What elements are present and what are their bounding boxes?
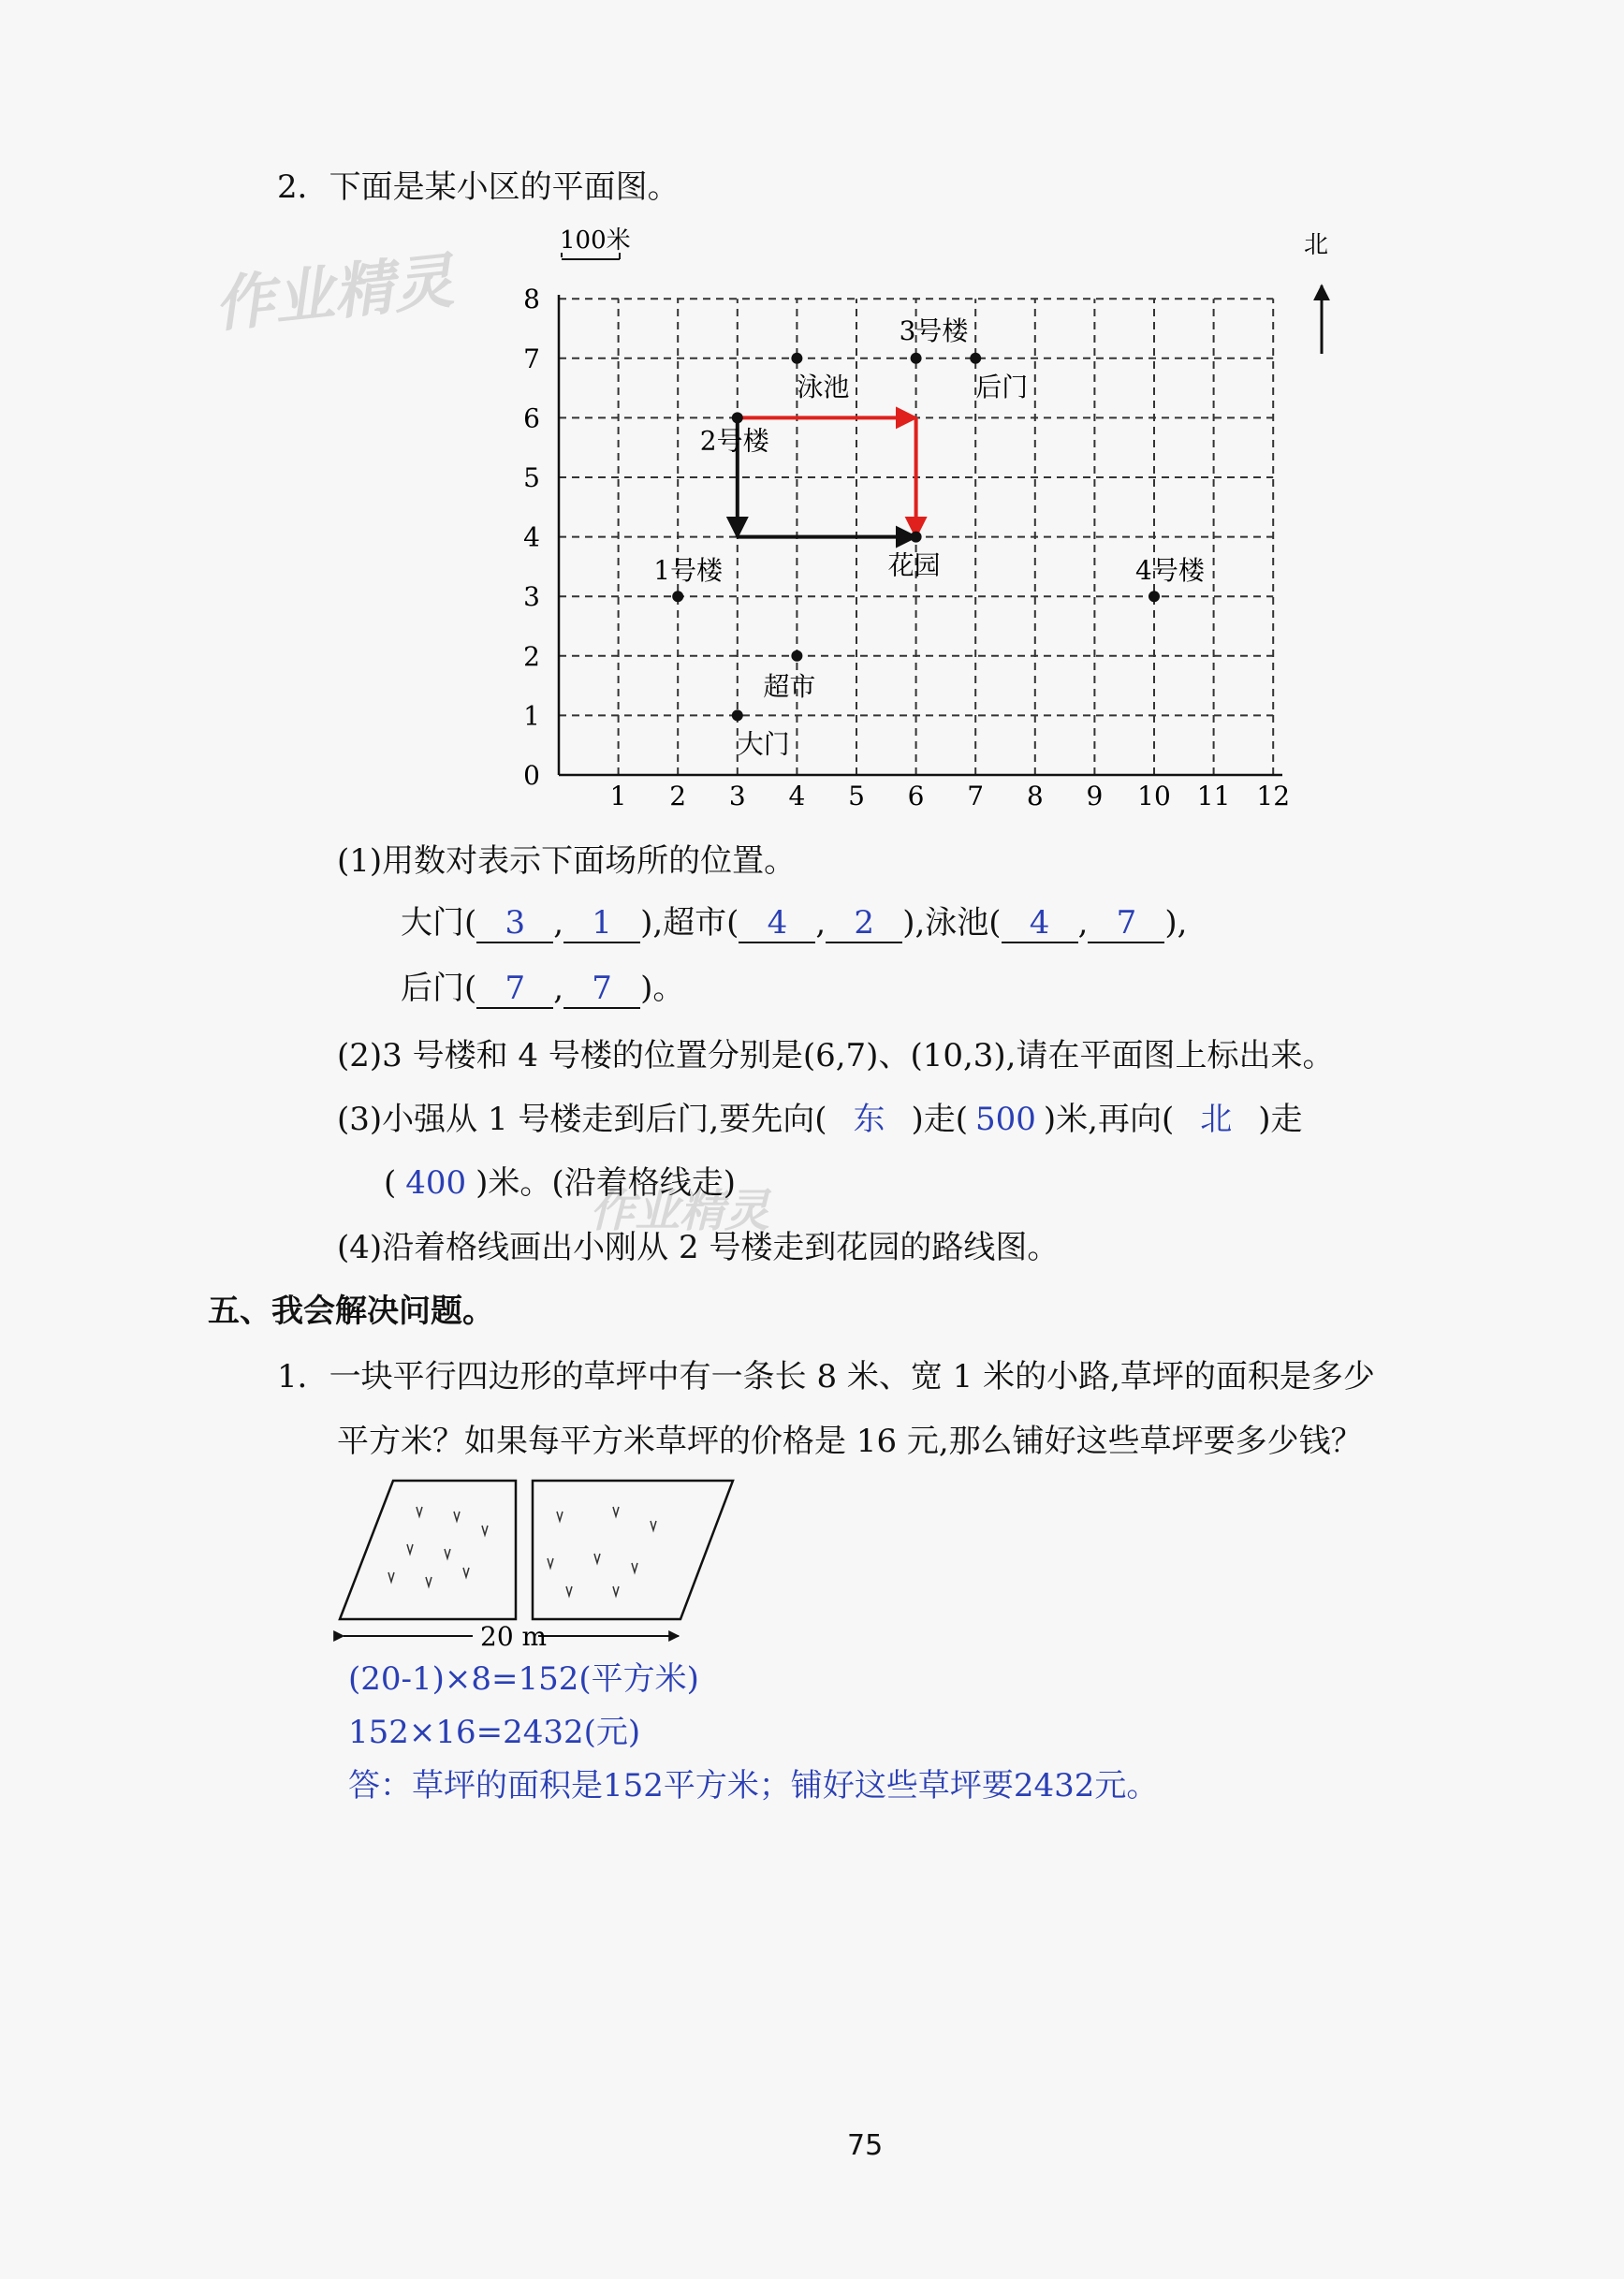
dir-1-answer: 东: [853, 1101, 885, 1138]
scale-label: 100米: [560, 226, 631, 255]
comma: ,: [815, 904, 827, 942]
comma: ,: [553, 970, 564, 1007]
x-tick-label: 11: [1196, 781, 1231, 811]
back-y-answer: 7: [563, 970, 640, 1009]
x-tick-label: 12: [1256, 781, 1291, 811]
x-tick-label: 7: [967, 781, 985, 811]
x-tick-label: 9: [1086, 781, 1104, 811]
pool-end: ),: [1164, 904, 1188, 942]
y-tick-label: 1: [523, 700, 540, 732]
x-tick-label: 6: [907, 781, 925, 811]
gate-x-answer: 3: [476, 904, 553, 943]
answer-sentence: 答：草坪的面积是152平方米；铺好这些草坪要2432元。: [348, 1767, 1159, 1804]
market-label: ),超市(: [640, 904, 739, 942]
text: )走(: [911, 1101, 969, 1138]
location-dot: [970, 353, 981, 364]
location-dot: [732, 709, 743, 721]
location-dot: [791, 353, 802, 364]
x-tick-label: 3: [728, 781, 746, 811]
pool-x-answer: 4: [1002, 904, 1078, 943]
location-label: 2号楼: [699, 425, 769, 457]
question-2-title: 2．下面是某小区的平面图。: [277, 168, 680, 206]
page-number: 75: [847, 2129, 884, 2162]
sub-question-2: (2)3 号楼和 4 号楼的位置分别是(6,7)、(10,3),请在平面图上标出来。: [337, 1037, 1335, 1074]
y-tick-label: 6: [523, 402, 540, 434]
text: )走: [1258, 1101, 1303, 1138]
x-tick-label: 5: [848, 781, 865, 811]
text: )米。(沿着格线走): [475, 1164, 736, 1202]
comma: ,: [1077, 904, 1089, 942]
problem-1-line-1: 1．一块平行四边形的草坪中有一条长 8 米、宽 1 米的小路,草坪的面积是多少: [277, 1358, 1375, 1395]
market-x-answer: 4: [739, 904, 815, 943]
pool-label: ),泳池(: [902, 904, 1002, 942]
back-end: )。: [640, 970, 685, 1007]
location-label: 泳池: [797, 371, 850, 402]
y-tick-label: 2: [523, 640, 540, 672]
location-label: 后门: [975, 371, 1029, 402]
market-y-answer: 2: [826, 904, 902, 943]
location-label: 大门: [737, 728, 790, 760]
watermark-2: 作业精灵: [590, 1185, 770, 1237]
watermark: 作业精灵: [211, 246, 457, 342]
x-tick-label: 8: [1026, 781, 1044, 811]
sub-question-3-cont: [384, 1157, 736, 1203]
north-label: 北: [1304, 231, 1329, 259]
x-tick-label: 2: [669, 781, 687, 811]
comma: ,: [553, 904, 564, 942]
solution-step-2: 152×16=2432(元): [348, 1714, 641, 1751]
x-tick-label: 10: [1137, 781, 1171, 811]
location-label: 4号楼: [1135, 555, 1205, 587]
location-label: 3号楼: [899, 314, 969, 346]
y-tick-label: 8: [523, 284, 540, 315]
location-dot: [732, 412, 743, 423]
text: (3)小强从 1 号楼走到后门,要先向(: [337, 1101, 827, 1138]
y-tick-label: 3: [523, 581, 540, 613]
location-label: 超市: [763, 670, 816, 702]
pool-y-answer: 7: [1088, 904, 1164, 943]
dist-1-answer: 500: [975, 1101, 1036, 1138]
sub-question-4: (4)沿着格线画出小刚从 2 号楼走到花园的路线图。: [337, 1229, 1060, 1266]
lawn-left: [340, 1481, 516, 1619]
location-dot: [791, 650, 802, 662]
location-dot: [672, 591, 683, 602]
dist-2-answer: 400: [405, 1164, 467, 1202]
location-dot: [911, 532, 922, 543]
location-label: 花园: [887, 549, 941, 581]
y-tick-label: 4: [523, 521, 540, 553]
gate-y-answer: 1: [563, 904, 640, 943]
y-tick-label: 7: [523, 343, 540, 374]
section-5-heading: 五、我会解决问题。: [208, 1293, 494, 1330]
answer-row-1: [401, 897, 1187, 943]
gate-label: 大门(: [401, 904, 477, 942]
back-gate-label: 后门(: [401, 970, 477, 1007]
location-dot: [1149, 591, 1160, 602]
x-tick-label: 1: [609, 781, 627, 811]
sub-question-3: [337, 1093, 1303, 1139]
text: )米,再向(: [1043, 1101, 1175, 1138]
location-dot: [911, 353, 922, 364]
y-tick-label: 5: [523, 462, 540, 493]
dimension-label: 20 m: [480, 1621, 548, 1652]
back-x-answer: 7: [476, 970, 553, 1009]
solution-step-1: (20-1)×8=152(平方米): [348, 1660, 699, 1698]
y-tick-label: 0: [523, 760, 540, 791]
dir-2-answer: 北: [1200, 1101, 1233, 1138]
location-label: 1号楼: [653, 555, 724, 587]
x-tick-label: 4: [788, 781, 806, 811]
answer-row-2: [401, 962, 684, 1009]
lawn-figure: [332, 1469, 753, 1657]
sub-question-1: (1)用数对表示下面场所的位置。: [337, 842, 797, 880]
lawn-right: [533, 1481, 733, 1619]
text: (: [384, 1164, 397, 1202]
problem-1-line-2: 平方米？如果每平方米草坪的价格是 16 元,那么铺好这些草坪要多少钱？: [337, 1423, 1363, 1460]
